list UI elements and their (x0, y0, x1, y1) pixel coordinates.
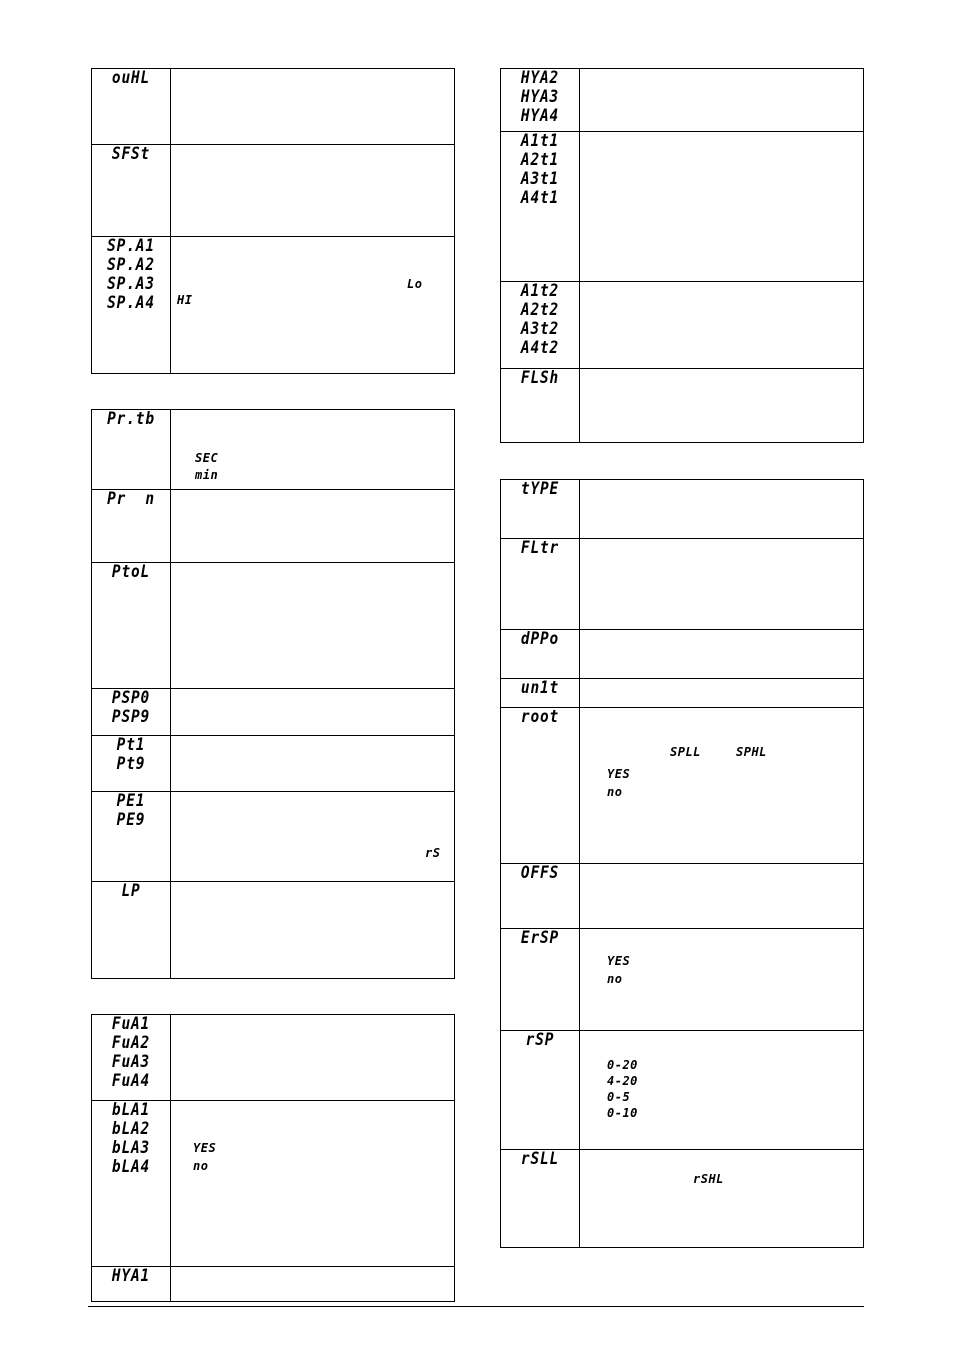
description-cell (171, 1267, 455, 1302)
option-code: min (195, 468, 219, 482)
display-code: FLtr (520, 538, 560, 558)
display-code: SP.A2 (107, 255, 155, 275)
display-code: SP.A1 (107, 236, 155, 256)
code-cell (92, 1267, 171, 1302)
code-cell (92, 410, 171, 490)
code-cell (92, 145, 171, 237)
option-code: rS (425, 846, 441, 860)
display-code: bLA4 (111, 1157, 151, 1177)
option-code: SPLL (670, 745, 701, 759)
param-table-left-middle (91, 409, 455, 979)
option-code: no (193, 1159, 209, 1173)
code-cell (92, 237, 171, 374)
code-cell (92, 490, 171, 563)
code-cell (501, 282, 580, 369)
description-cell (580, 929, 864, 1031)
param-table-right-bottom (500, 479, 864, 1248)
display-code: rSLL (520, 1149, 560, 1169)
code-cell (501, 1031, 580, 1150)
display-code: PSP0 (111, 688, 151, 708)
option-code: 0-5 (607, 1090, 631, 1104)
description-cell (580, 480, 864, 539)
option-code: no (607, 785, 623, 799)
display-code: HYA3 (520, 87, 560, 107)
footer-rule (88, 1306, 864, 1307)
display-code: Pr.tb (107, 409, 155, 429)
description-cell (580, 864, 864, 929)
code-cell (501, 929, 580, 1031)
code-cell (92, 563, 171, 689)
display-code: Pt9 (116, 754, 146, 774)
display-code: SP.A3 (107, 274, 155, 294)
display-code: PtoL (111, 562, 151, 582)
display-code: bLA3 (111, 1138, 151, 1158)
option-code: rSHL (693, 1172, 724, 1186)
description-cell (171, 882, 455, 979)
display-code: FLSh (520, 368, 560, 388)
display-code: HYA4 (520, 106, 560, 126)
display-code: ErSP (520, 928, 560, 948)
code-cell (501, 69, 580, 132)
option-code: 0-20 (607, 1058, 638, 1072)
display-code: root (520, 707, 560, 727)
code-cell (501, 630, 580, 679)
code-cell (92, 792, 171, 882)
code-cell (501, 1150, 580, 1248)
display-code: PSP9 (111, 707, 151, 727)
display-code: un1t (520, 678, 560, 698)
description-cell (580, 1031, 864, 1150)
display-code: SFSt (111, 144, 151, 164)
option-code: no (607, 972, 623, 986)
display-code: Pr n (107, 489, 155, 509)
code-cell (92, 1101, 171, 1267)
description-cell (171, 410, 455, 490)
option-code: YES (193, 1141, 217, 1155)
code-cell (92, 69, 171, 145)
param-table-right-top (500, 68, 864, 443)
option-code: HI (177, 293, 193, 307)
display-code: A3t2 (520, 319, 560, 339)
code-cell (501, 708, 580, 864)
display-code: Pt1 (116, 735, 146, 755)
description-cell (580, 369, 864, 443)
description-cell (171, 490, 455, 563)
code-cell (92, 1015, 171, 1101)
description-cell (580, 282, 864, 369)
code-cell (501, 539, 580, 630)
description-cell (580, 1150, 864, 1248)
display-code: HYA1 (111, 1266, 151, 1286)
code-cell (501, 679, 580, 708)
description-cell (171, 736, 455, 792)
description-cell (171, 792, 455, 882)
option-code: 0-10 (607, 1106, 638, 1120)
option-code: YES (607, 767, 631, 781)
display-code: PE9 (116, 810, 146, 830)
description-cell (580, 679, 864, 708)
display-code: ouHL (111, 68, 151, 88)
description-cell (171, 145, 455, 237)
description-cell (580, 132, 864, 282)
code-cell (501, 132, 580, 282)
description-cell (580, 630, 864, 679)
display-code: dPPo (520, 629, 560, 649)
display-code: A3t1 (520, 169, 560, 189)
option-code: SEC (195, 451, 219, 465)
description-cell (580, 708, 864, 864)
code-cell (501, 369, 580, 443)
description-cell (580, 69, 864, 132)
option-code: YES (607, 954, 631, 968)
option-code: SPHL (736, 745, 767, 759)
display-code: A4t2 (520, 338, 560, 358)
description-cell (171, 689, 455, 736)
description-cell (171, 69, 455, 145)
description-cell (171, 1015, 455, 1101)
display-code: A2t2 (520, 300, 560, 320)
code-cell (92, 736, 171, 792)
display-code: LP (121, 881, 141, 901)
display-code: tYPE (520, 479, 560, 499)
display-code: A2t1 (520, 150, 560, 170)
display-code: FuA1 (111, 1014, 151, 1034)
display-code: A1t2 (520, 281, 560, 301)
description-cell (171, 563, 455, 689)
code-cell (92, 882, 171, 979)
display-code: FuA2 (111, 1033, 151, 1053)
display-code: A1t1 (520, 131, 560, 151)
option-code: Lo (407, 277, 423, 291)
display-code: FuA4 (111, 1071, 151, 1091)
description-cell (171, 1101, 455, 1267)
description-cell (171, 237, 455, 374)
display-code: HYA2 (520, 68, 560, 88)
description-cell (580, 539, 864, 630)
display-code: FuA3 (111, 1052, 151, 1072)
code-cell (92, 689, 171, 736)
code-cell (501, 864, 580, 929)
display-code: PE1 (116, 791, 146, 811)
display-code: OFFS (520, 863, 560, 883)
display-code: bLA1 (111, 1100, 151, 1120)
param-table-left-top (91, 68, 455, 374)
code-cell (501, 480, 580, 539)
display-code: SP.A4 (107, 293, 155, 313)
param-table-left-bottom (91, 1014, 455, 1302)
display-code: bLA2 (111, 1119, 151, 1139)
display-code: rSP (525, 1030, 555, 1050)
option-code: 4-20 (607, 1074, 638, 1088)
display-code: A4t1 (520, 188, 560, 208)
